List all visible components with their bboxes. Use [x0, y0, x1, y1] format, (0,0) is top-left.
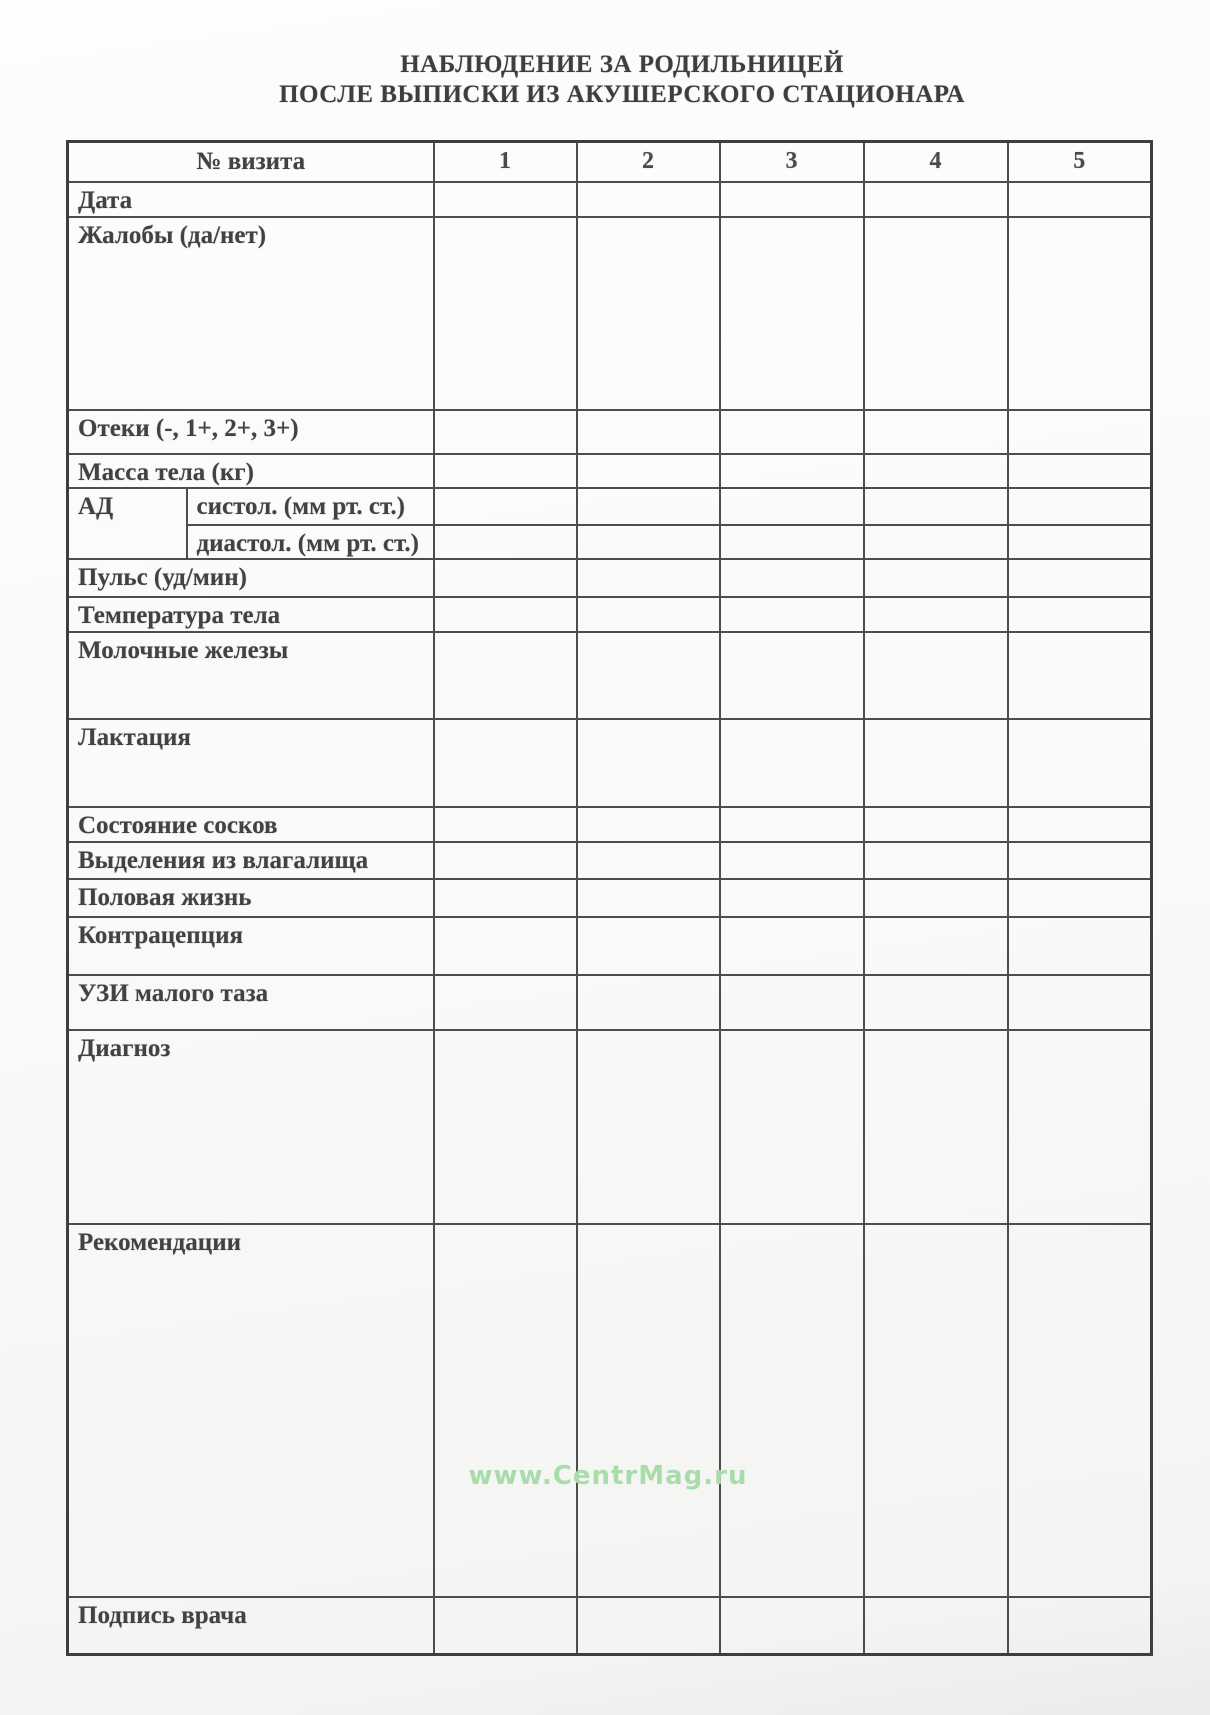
- visit-cell: [864, 217, 1008, 410]
- row-label-temperature: Температура тела: [68, 597, 434, 632]
- visit-cell: [1008, 182, 1152, 217]
- visit-cell: [720, 597, 864, 632]
- visit-cell: [864, 842, 1008, 879]
- row-label-complaints: Жалобы (да/нет): [68, 217, 434, 410]
- visit-cell: [434, 1597, 577, 1655]
- visit-cell: [434, 917, 577, 975]
- visit-cell: [577, 975, 720, 1030]
- visit-cell: [864, 182, 1008, 217]
- visit-cell: [1008, 917, 1152, 975]
- row-label-blood-pressure: АД: [68, 488, 187, 559]
- visit-column-header-4: 4: [864, 142, 1008, 182]
- visit-cell: [1008, 410, 1152, 454]
- visit-cell: [577, 917, 720, 975]
- visit-cell: [864, 597, 1008, 632]
- visit-cell: [577, 410, 720, 454]
- visit-cell: [864, 454, 1008, 488]
- visit-cell: [864, 525, 1008, 559]
- row-label-vaginal-discharge: Выделения из влагалища: [68, 842, 434, 879]
- visit-cell: [1008, 488, 1152, 525]
- visit-cell: [577, 488, 720, 525]
- visit-cell: [1008, 975, 1152, 1030]
- visit-cell: [864, 488, 1008, 525]
- visit-cell: [577, 1224, 720, 1597]
- visit-cell: [720, 454, 864, 488]
- visit-cell: [434, 182, 577, 217]
- visit-cell: [577, 1597, 720, 1655]
- visit-column-header-2: 2: [577, 142, 720, 182]
- visit-cell: [577, 842, 720, 879]
- visit-cell: [864, 807, 1008, 842]
- row-label-pulse: Пульс (уд/мин): [68, 559, 434, 597]
- visit-cell: [1008, 807, 1152, 842]
- visit-cell: [720, 488, 864, 525]
- visit-cell: [720, 410, 864, 454]
- visit-cell: [434, 1030, 577, 1224]
- visit-cell: [720, 1597, 864, 1655]
- visit-column-header-1: 1: [434, 142, 577, 182]
- visit-cell: [720, 525, 864, 559]
- visit-cell: [434, 410, 577, 454]
- visit-cell: [720, 719, 864, 807]
- visit-cell: [1008, 597, 1152, 632]
- visit-cell: [434, 719, 577, 807]
- row-label-weight: Масса тела (кг): [68, 454, 434, 488]
- row-label-date: Дата: [68, 182, 434, 217]
- visit-cell: [434, 559, 577, 597]
- visit-cell: [720, 807, 864, 842]
- row-label-pelvic-ultrasound: УЗИ малого таза: [68, 975, 434, 1030]
- visit-cell: [720, 217, 864, 410]
- visit-cell: [1008, 632, 1152, 719]
- visit-cell: [434, 525, 577, 559]
- visit-cell: [1008, 842, 1152, 879]
- row-label-bp-systolic: систол. (мм рт. ст.): [187, 488, 434, 525]
- visit-cell: [434, 632, 577, 719]
- row-label-doctor-signature: Подпись врача: [68, 1597, 434, 1655]
- visit-cell: [1008, 719, 1152, 807]
- visit-cell: [1008, 1597, 1152, 1655]
- visit-cell: [720, 559, 864, 597]
- visit-cell: [577, 597, 720, 632]
- visit-cell: [864, 1597, 1008, 1655]
- visit-cell: [577, 182, 720, 217]
- visit-cell: [1008, 525, 1152, 559]
- visit-cell: [434, 807, 577, 842]
- visit-cell: [1008, 559, 1152, 597]
- visit-cell: [434, 597, 577, 632]
- visit-cell: [434, 842, 577, 879]
- page-title-line1: НАБЛЮДЕНИЕ ЗА РОДИЛЬНИЦЕЙ: [400, 51, 844, 78]
- visit-cell: [434, 975, 577, 1030]
- visit-cell: [720, 1224, 864, 1597]
- visit-cell: [720, 632, 864, 719]
- visit-cell: [864, 719, 1008, 807]
- visit-cell: [864, 632, 1008, 719]
- visit-cell: [434, 1224, 577, 1597]
- row-label-sex-life: Половая жизнь: [68, 879, 434, 917]
- visit-cell: [864, 1224, 1008, 1597]
- observation-table: [66, 140, 1153, 1656]
- visit-cell: [720, 975, 864, 1030]
- visit-cell: [1008, 454, 1152, 488]
- visit-cell: [1008, 217, 1152, 410]
- visit-cell: [720, 1030, 864, 1224]
- visit-cell: [864, 559, 1008, 597]
- visit-cell: [577, 217, 720, 410]
- visit-cell: [577, 807, 720, 842]
- visit-cell: [577, 1030, 720, 1224]
- row-label-edema: Отеки (-, 1+, 2+, 3+): [68, 410, 434, 454]
- row-label-nipples-condition: Состояние сосков: [68, 807, 434, 842]
- visit-cell: [720, 879, 864, 917]
- row-label-bp-diastolic: диастол. (мм рт. ст.): [187, 525, 434, 559]
- page-title: [80, 50, 1164, 110]
- visit-cell: [577, 454, 720, 488]
- visit-number-header: № визита: [68, 142, 434, 182]
- visit-cell: [1008, 1224, 1152, 1597]
- visit-cell: [864, 917, 1008, 975]
- watermark: www.CentrMag.ru: [468, 1461, 748, 1491]
- page-title-line2: ПОСЛЕ ВЫПИСКИ ИЗ АКУШЕРСКОГО СТАЦИОНАРА: [279, 81, 965, 108]
- visit-cell: [577, 719, 720, 807]
- visit-cell: [434, 879, 577, 917]
- visit-column-header-5: 5: [1008, 142, 1152, 182]
- visit-cell: [434, 454, 577, 488]
- row-label-contraception: Контрацепция: [68, 917, 434, 975]
- visit-cell: [720, 917, 864, 975]
- visit-cell: [864, 879, 1008, 917]
- row-label-recommendations: Рекомендации: [68, 1224, 434, 1597]
- visit-cell: [864, 975, 1008, 1030]
- row-label-lactation: Лактация: [68, 719, 434, 807]
- visit-cell: [1008, 1030, 1152, 1224]
- visit-cell: [864, 1030, 1008, 1224]
- visit-cell: [577, 559, 720, 597]
- row-label-diagnosis: Диагноз: [68, 1030, 434, 1224]
- visit-cell: [434, 217, 577, 410]
- visit-cell: [577, 632, 720, 719]
- visit-cell: [720, 842, 864, 879]
- visit-cell: [577, 525, 720, 559]
- visit-column-header-3: 3: [720, 142, 864, 182]
- visit-cell: [434, 488, 577, 525]
- visit-cell: [720, 182, 864, 217]
- row-label-mammary-glands: Молочные железы: [68, 632, 434, 719]
- visit-cell: [577, 879, 720, 917]
- visit-cell: [1008, 879, 1152, 917]
- visit-cell: [864, 410, 1008, 454]
